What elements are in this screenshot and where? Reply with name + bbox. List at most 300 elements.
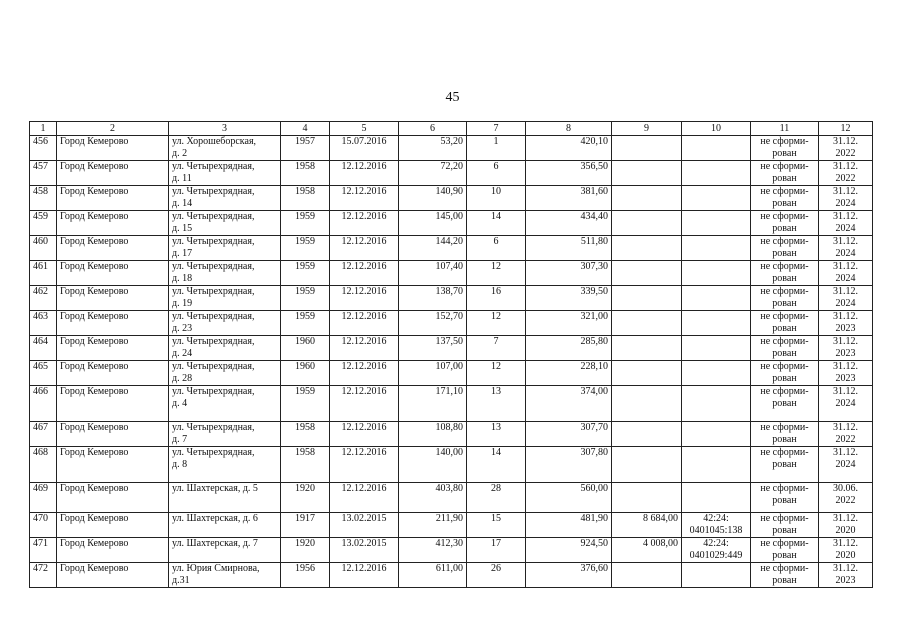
date-cell: 12.12.2016	[330, 161, 399, 186]
term-cell	[819, 563, 873, 588]
address-cell-line: д. 4	[172, 398, 188, 409]
address-cell-line: д. 7	[172, 434, 188, 445]
status-cell-line: рован	[772, 223, 797, 234]
residential-area-cell: 307,80	[526, 447, 612, 483]
residential-area-cell: 228,10	[526, 361, 612, 386]
cadastral-number-cell-line: 0401045:138	[689, 525, 743, 536]
cadastral-number-cell	[682, 161, 751, 186]
row-number: 465	[30, 361, 57, 386]
date-cell: 12.12.2016	[330, 361, 399, 386]
address-cell-line: ул. Четырехрядная,	[172, 211, 255, 222]
city-cell: Город Кемерово	[57, 336, 169, 361]
count-cell: 13	[467, 422, 526, 447]
cadastral-number-cell	[682, 311, 751, 336]
address-cell-line: ул. Четырехрядная,	[172, 161, 255, 172]
term-cell	[819, 483, 873, 513]
date-cell: 12.12.2016	[330, 236, 399, 261]
table-row	[30, 447, 873, 483]
address-cell	[169, 483, 281, 513]
address-cell	[169, 211, 281, 236]
land-area-cell	[612, 186, 682, 211]
column-number-6: 6	[399, 122, 467, 136]
city-cell: Город Кемерово	[57, 386, 169, 422]
address-cell-line: д. 8	[172, 459, 188, 470]
term-cell-line: 31.12.	[833, 261, 858, 272]
status-cell	[751, 161, 819, 186]
term-cell-line: 2024	[835, 248, 856, 259]
count-cell: 14	[467, 447, 526, 483]
status-cell-line: не сформи-	[760, 211, 809, 222]
year-cell: 1957	[281, 136, 330, 161]
column-number-11: 11	[751, 122, 819, 136]
address-cell	[169, 386, 281, 422]
address-cell-line: д. 18	[172, 273, 193, 284]
status-cell	[751, 538, 819, 563]
count-cell: 12	[467, 311, 526, 336]
date-cell: 12.12.2016	[330, 186, 399, 211]
row-number: 469	[30, 483, 57, 513]
term-cell-line: 2022	[835, 173, 856, 184]
land-area-cell: 8 684,00	[612, 513, 682, 538]
term-cell-line: 2023	[835, 575, 856, 586]
term-cell	[819, 422, 873, 447]
status-cell	[751, 422, 819, 447]
status-cell-line: не сформи-	[760, 361, 809, 372]
status-cell-line: рован	[772, 323, 797, 334]
address-cell	[169, 261, 281, 286]
term-cell-line: 31.12.	[833, 286, 858, 297]
address-cell-line: ул. Четырехрядная,	[172, 447, 255, 458]
table-row	[30, 386, 873, 422]
area-cell: 412,30	[399, 538, 467, 563]
row-number: 459	[30, 211, 57, 236]
address-cell	[169, 447, 281, 483]
page-number: 45	[445, 90, 460, 105]
status-cell-line: рован	[772, 550, 797, 561]
area-cell: 152,70	[399, 311, 467, 336]
address-cell-line: ул. Четырехрядная,	[172, 286, 255, 297]
residential-area-cell: 420,10	[526, 136, 612, 161]
year-cell: 1958	[281, 447, 330, 483]
row-number: 458	[30, 186, 57, 211]
address-cell-line: д. 19	[172, 298, 193, 309]
term-cell-line: 2022	[835, 148, 856, 159]
cadastral-number-cell	[682, 286, 751, 311]
term-cell-line: 2024	[835, 298, 856, 309]
count-cell: 13	[467, 386, 526, 422]
address-cell-line: ул. Шахтерская, д. 6	[172, 513, 258, 524]
term-cell	[819, 286, 873, 311]
date-cell: 12.12.2016	[330, 336, 399, 361]
city-cell: Город Кемерово	[57, 186, 169, 211]
address-cell-line: ул. Шахтерская, д. 7	[172, 538, 258, 549]
residential-area-cell: 307,70	[526, 422, 612, 447]
city-cell: Город Кемерово	[57, 563, 169, 588]
city-cell: Город Кемерово	[57, 161, 169, 186]
term-cell-line: 2023	[835, 323, 856, 334]
term-cell	[819, 136, 873, 161]
area-cell: 403,80	[399, 483, 467, 513]
term-cell-line: 31.12.	[833, 211, 858, 222]
address-cell-line: ул. Четырехрядная,	[172, 236, 255, 247]
cadastral-number-cell	[682, 563, 751, 588]
row-number: 461	[30, 261, 57, 286]
status-cell-line: не сформи-	[760, 563, 809, 574]
city-cell: Город Кемерово	[57, 538, 169, 563]
year-cell: 1959	[281, 286, 330, 311]
city-cell: Город Кемерово	[57, 447, 169, 483]
year-cell: 1959	[281, 386, 330, 422]
term-cell-line: 31.12.	[833, 336, 858, 347]
table-row	[30, 286, 873, 311]
term-cell-line: 2020	[835, 525, 856, 536]
status-cell	[751, 261, 819, 286]
status-cell-line: не сформи-	[760, 186, 809, 197]
address-cell-line: д. 17	[172, 248, 193, 259]
count-cell: 26	[467, 563, 526, 588]
address-cell-line: ул. Шахтерская, д. 5	[172, 483, 258, 494]
table-row	[30, 136, 873, 161]
status-cell-line: рован	[772, 198, 797, 209]
count-cell: 12	[467, 361, 526, 386]
column-number-10: 10	[682, 122, 751, 136]
row-number: 472	[30, 563, 57, 588]
land-area-cell	[612, 261, 682, 286]
year-cell: 1959	[281, 236, 330, 261]
residential-area-cell: 434,40	[526, 211, 612, 236]
term-cell-line: 31.12.	[833, 513, 858, 524]
address-cell	[169, 286, 281, 311]
area-cell: 108,80	[399, 422, 467, 447]
address-cell	[169, 186, 281, 211]
status-cell-line: рован	[772, 148, 797, 159]
land-area-cell	[612, 361, 682, 386]
status-cell	[751, 186, 819, 211]
address-cell-line: ул. Хорошеборская,	[172, 136, 257, 147]
term-cell-line: 31.12.	[833, 361, 858, 372]
address-cell	[169, 311, 281, 336]
land-area-cell	[612, 161, 682, 186]
date-cell: 13.02.2015	[330, 538, 399, 563]
column-number-3: 3	[169, 122, 281, 136]
residential-area-cell: 511,80	[526, 236, 612, 261]
term-cell	[819, 311, 873, 336]
city-cell: Город Кемерово	[57, 136, 169, 161]
status-cell-line: рован	[772, 273, 797, 284]
cadastral-number-cell	[682, 447, 751, 483]
term-cell-line: 31.12.	[833, 136, 858, 147]
year-cell: 1959	[281, 261, 330, 286]
address-cell	[169, 422, 281, 447]
area-cell: 611,00	[399, 563, 467, 588]
count-cell: 17	[467, 538, 526, 563]
city-cell: Город Кемерово	[57, 361, 169, 386]
term-cell	[819, 447, 873, 483]
date-cell: 12.12.2016	[330, 447, 399, 483]
address-cell-line: д. 23	[172, 323, 193, 334]
address-cell-line: д. 2	[172, 148, 188, 159]
row-number: 462	[30, 286, 57, 311]
table-row	[30, 422, 873, 447]
status-cell-line: не сформи-	[760, 286, 809, 297]
land-area-cell	[612, 447, 682, 483]
status-cell-line: рован	[772, 495, 797, 506]
land-area-cell	[612, 563, 682, 588]
term-cell-line: 30.06.	[833, 483, 858, 494]
status-cell	[751, 361, 819, 386]
table-row	[30, 563, 873, 588]
date-cell: 12.12.2016	[330, 386, 399, 422]
date-cell: 15.07.2016	[330, 136, 399, 161]
date-cell: 12.12.2016	[330, 211, 399, 236]
table-row	[30, 538, 873, 563]
status-cell-line: рован	[772, 298, 797, 309]
status-cell	[751, 386, 819, 422]
count-cell: 28	[467, 483, 526, 513]
city-cell: Город Кемерово	[57, 311, 169, 336]
term-cell	[819, 336, 873, 361]
term-cell-line: 2024	[835, 459, 856, 470]
term-cell-line: 2022	[835, 495, 856, 506]
area-cell: 144,20	[399, 236, 467, 261]
address-cell-line: д. 28	[172, 373, 193, 384]
term-cell	[819, 186, 873, 211]
address-cell	[169, 136, 281, 161]
term-cell-line: 2024	[835, 198, 856, 209]
city-cell: Город Кемерово	[57, 211, 169, 236]
count-cell: 16	[467, 286, 526, 311]
status-cell-line: не сформи-	[760, 261, 809, 272]
area-cell: 107,00	[399, 361, 467, 386]
status-cell	[751, 286, 819, 311]
count-cell: 7	[467, 336, 526, 361]
row-number: 471	[30, 538, 57, 563]
term-cell-line: 31.12.	[833, 161, 858, 172]
date-cell: 12.12.2016	[330, 563, 399, 588]
column-number-row	[30, 122, 873, 136]
status-cell-line: не сформи-	[760, 538, 809, 549]
column-number-8: 8	[526, 122, 612, 136]
residential-area-cell: 321,00	[526, 311, 612, 336]
area-cell: 211,90	[399, 513, 467, 538]
term-cell-line: 31.12.	[833, 538, 858, 549]
table-row	[30, 336, 873, 361]
area-cell: 140,90	[399, 186, 467, 211]
area-cell: 107,40	[399, 261, 467, 286]
year-cell: 1959	[281, 211, 330, 236]
term-cell-line: 31.12.	[833, 311, 858, 322]
land-area-cell	[612, 236, 682, 261]
status-cell-line: рован	[772, 173, 797, 184]
land-area-cell	[612, 211, 682, 236]
address-cell	[169, 538, 281, 563]
area-cell: 137,50	[399, 336, 467, 361]
status-cell-line: не сформи-	[760, 483, 809, 494]
land-area-cell: 4 008,00	[612, 538, 682, 563]
table-row	[30, 236, 873, 261]
cadastral-number-cell	[682, 336, 751, 361]
term-cell-line: 2024	[835, 273, 856, 284]
cadastral-number-cell	[682, 211, 751, 236]
row-number: 467	[30, 422, 57, 447]
address-cell	[169, 361, 281, 386]
area-cell: 72,20	[399, 161, 467, 186]
year-cell: 1958	[281, 161, 330, 186]
residential-area-cell: 376,60	[526, 563, 612, 588]
area-cell: 145,00	[399, 211, 467, 236]
address-cell	[169, 336, 281, 361]
city-cell: Город Кемерово	[57, 261, 169, 286]
term-cell	[819, 161, 873, 186]
row-number: 466	[30, 386, 57, 422]
cadastral-number-cell-line: 42:24:	[703, 538, 729, 549]
table-row	[30, 186, 873, 211]
column-number-1: 1	[30, 122, 57, 136]
status-cell	[751, 336, 819, 361]
cadastral-number-cell	[682, 422, 751, 447]
year-cell: 1920	[281, 483, 330, 513]
address-cell-line: ул. Четырехрядная,	[172, 386, 255, 397]
cadastral-number-cell	[682, 236, 751, 261]
term-cell	[819, 538, 873, 563]
land-area-cell	[612, 422, 682, 447]
area-cell: 171,10	[399, 386, 467, 422]
status-cell-line: не сформи-	[760, 236, 809, 247]
year-cell: 1956	[281, 563, 330, 588]
column-number-5: 5	[330, 122, 399, 136]
table-row	[30, 161, 873, 186]
table-row	[30, 261, 873, 286]
status-cell-line: рован	[772, 459, 797, 470]
term-cell-line: 2024	[835, 223, 856, 234]
status-cell	[751, 311, 819, 336]
year-cell: 1917	[281, 513, 330, 538]
year-cell: 1920	[281, 538, 330, 563]
cadastral-number-cell	[682, 513, 751, 538]
cadastral-number-cell-line: 42:24:	[703, 513, 729, 524]
status-cell	[751, 211, 819, 236]
status-cell-line: рован	[772, 575, 797, 586]
status-cell-line: не сформи-	[760, 161, 809, 172]
city-cell: Город Кемерово	[57, 422, 169, 447]
cadastral-number-cell	[682, 483, 751, 513]
count-cell: 12	[467, 261, 526, 286]
address-cell-line: ул. Четырехрядная,	[172, 336, 255, 347]
residential-area-cell: 356,50	[526, 161, 612, 186]
year-cell: 1958	[281, 186, 330, 211]
year-cell: 1958	[281, 422, 330, 447]
row-number: 464	[30, 336, 57, 361]
address-cell	[169, 236, 281, 261]
term-cell-line: 31.12.	[833, 422, 858, 433]
status-cell	[751, 513, 819, 538]
count-cell: 14	[467, 211, 526, 236]
status-cell-line: не сформи-	[760, 311, 809, 322]
year-cell: 1959	[281, 311, 330, 336]
residential-area-cell: 307,30	[526, 261, 612, 286]
count-cell: 10	[467, 186, 526, 211]
term-cell-line: 31.12.	[833, 447, 858, 458]
status-cell-line: не сформи-	[760, 447, 809, 458]
table-body	[30, 122, 873, 588]
term-cell	[819, 361, 873, 386]
cadastral-number-cell	[682, 136, 751, 161]
housing-register-table	[29, 121, 873, 588]
address-cell-line: ул. Четырехрядная,	[172, 186, 255, 197]
column-number-9: 9	[612, 122, 682, 136]
address-cell-line: д. 15	[172, 223, 193, 234]
address-cell	[169, 161, 281, 186]
date-cell: 12.12.2016	[330, 286, 399, 311]
column-number-2: 2	[57, 122, 169, 136]
status-cell-line: рован	[772, 248, 797, 259]
date-cell: 12.12.2016	[330, 261, 399, 286]
term-cell	[819, 386, 873, 422]
status-cell-line: рован	[772, 348, 797, 359]
address-cell-line: ул. Юрия Смирнова,	[172, 563, 260, 574]
count-cell: 6	[467, 161, 526, 186]
count-cell: 6	[467, 236, 526, 261]
row-number: 463	[30, 311, 57, 336]
residential-area-cell: 374,00	[526, 386, 612, 422]
address-cell-line: ул. Четырехрядная,	[172, 311, 255, 322]
city-cell: Город Кемерово	[57, 286, 169, 311]
land-area-cell	[612, 136, 682, 161]
land-area-cell	[612, 336, 682, 361]
address-cell-line: д.31	[172, 575, 190, 586]
term-cell	[819, 261, 873, 286]
residential-area-cell: 339,50	[526, 286, 612, 311]
term-cell	[819, 211, 873, 236]
status-cell-line: рован	[772, 525, 797, 536]
row-number: 460	[30, 236, 57, 261]
status-cell-line: рован	[772, 398, 797, 409]
address-cell-line: д. 11	[172, 173, 192, 184]
cadastral-number-cell-line: 0401029:449	[689, 550, 743, 561]
area-cell: 138,70	[399, 286, 467, 311]
address-cell-line: ул. Четырехрядная,	[172, 422, 255, 433]
status-cell-line: не сформи-	[760, 513, 809, 524]
city-cell: Город Кемерово	[57, 483, 169, 513]
area-cell: 53,20	[399, 136, 467, 161]
address-cell	[169, 513, 281, 538]
address-cell-line: д. 14	[172, 198, 193, 209]
land-area-cell	[612, 386, 682, 422]
land-area-cell	[612, 286, 682, 311]
land-area-cell	[612, 311, 682, 336]
address-cell-line: ул. Четырехрядная,	[172, 261, 255, 272]
land-area-cell	[612, 483, 682, 513]
status-cell	[751, 483, 819, 513]
term-cell-line: 31.12.	[833, 386, 858, 397]
row-number: 468	[30, 447, 57, 483]
column-number-12: 12	[819, 122, 873, 136]
status-cell	[751, 136, 819, 161]
date-cell: 12.12.2016	[330, 311, 399, 336]
term-cell-line: 31.12.	[833, 236, 858, 247]
year-cell: 1960	[281, 336, 330, 361]
table-row	[30, 211, 873, 236]
status-cell	[751, 563, 819, 588]
status-cell	[751, 447, 819, 483]
table-row	[30, 361, 873, 386]
residential-area-cell: 924,50	[526, 538, 612, 563]
count-cell: 1	[467, 136, 526, 161]
residential-area-cell: 381,60	[526, 186, 612, 211]
row-number: 457	[30, 161, 57, 186]
status-cell	[751, 236, 819, 261]
term-cell-line: 31.12.	[833, 186, 858, 197]
